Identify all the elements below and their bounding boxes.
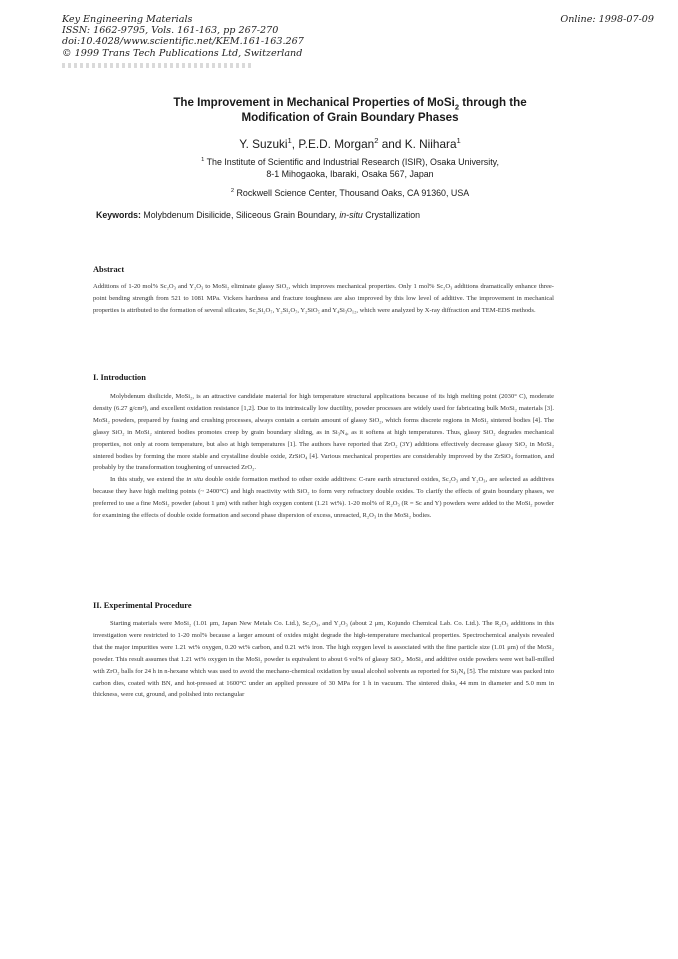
affiliation-2: $^2$ Rockwell Science Center, Thousand Oaks, CA 91360, USA <box>230 188 470 198</box>
journal-header <box>62 14 304 59</box>
title-line-2: Modification of Grain Boundary Phases <box>241 110 459 124</box>
scan-artifact <box>62 63 252 68</box>
abstract-body: Additions of 1-20 mol% Sc₂O₃ and Y₂O₃ to MoSi₂ eliminate glassy SiO₂, which improves mechanical properties. Only 1 mol% Sc₂O₃ additions dramatically enhance three-point bending strength from 521 to 1081 MPa. Vickers hardness and fracture toughness are also improved by this low level of additive. The improvement in mechanical properties is attributed to the formation of several silicates, Sc₂Si₂O₇, Y₂Si₂O₇, Y₂SiO₅ and Y₄Si₃O₁₂, which were analyzed by X-ray diffraction and TEM-EDS methods. <box>93 283 554 314</box>
abstract-heading: Abstract <box>93 265 125 274</box>
author-niihara: and K. Niihara <box>378 137 457 151</box>
keywords: Keywords: Molybdenum Disilicide, Siliceous Grain Boundary, in-situ Crystallization <box>96 210 420 220</box>
online-date: Online: 1998-07-09 <box>560 14 654 25</box>
author-morgan: , P.E.D. Morgan <box>291 137 375 151</box>
keywords-label: Keywords: <box>96 210 141 220</box>
affiliation-1: $^1$ The Institute of Scientific and Industrial Research (ISIR), Osaka University, 8-1 Mihogaoka, Ibaraki, Osaka 567, Japan <box>201 157 499 179</box>
author-suzuki: Y. Suzuki <box>239 137 288 151</box>
introduction-paragraph-2: In this study, we extend the in situ double oxide formation method to other oxide additives: C-rare earth structured oxides, Sc₂O₃ and Y₂O₃, are selected as additives because they have high melting points (~ 2400°C) and high reactivity with SiO₂ to form very refractory double oxides. To clarify the effects of grain boundary phases, we preferred to use a fine MoSi₂ powder (about 1 μm) with rather high oxygen content (1.21 wt%). 1-20 mol% of R₂O₃ (R = Sc and Y) powders were added to the MoSi₂ powder for examining the effects of double oxide formation and second phase dispersion of excess, unreacted, R₂O₃ in the MoSi₂ bodies. <box>93 476 554 520</box>
copyright-line: © 1999 Trans Tech Publications Ltd, Switzerland <box>62 47 303 59</box>
doi-line[interactable]: doi:10.4028/www.scientific.net/KEM.161-163.267 <box>62 36 304 48</box>
title-line-1: The Improvement in Mechanical Properties of MoSi$_2$ through the <box>173 96 527 112</box>
introduction-paragraph-1: Molybdenum disilicide, MoSi₂, is an attractive candidate material for high temperature structural applications because of its high melting point (2030° C), moderate density (6.27 g/cm³), and excellent oxidation resistance [1,2]. Due to its intrinsically low ductility, powder processes are widely used for fabricating bulk MoSi₂ materials [3]. MoSi₂ powders, prepared by fusing and crushing processes, always contain a certain amount of glassy SiO₂, which forms discrete regions in MoSi₂ sintered bodies [4]. The glassy SiO₂ in MoSi₂ sintered bodies promotes creep by grain boundary sliding, as in Si₃N₄, as it softens at high temperatures. Thus, glassy SiO₂ degrades mechanical properties, not only at room temperature, but also at high temperatures [1]. The authors have reported that ZrO₂ (3Y) additions effectively decrease glassy SiO₂ in MoSi₂ sintered bodies by forming the more stable and crystalline double oxide, ZrSiO₄ [4]. Various mechanical properties are considerably improved by the ZrSiO₄ formation, and probably by the transformation toughening of unreacted ZrO₂. <box>93 393 554 472</box>
issn-line: ISSN: 1662-9795, Vols. 161-163, pp 267-270 <box>62 25 279 37</box>
author-list: Y. Suzuki$^1$, P.E.D. Morgan$^2$ and K. Niihara$^1$ <box>239 136 461 151</box>
experimental-heading: II. Experimental Procedure <box>93 601 192 610</box>
paper-title <box>60 96 640 125</box>
experimental-body <box>93 618 554 701</box>
introduction-heading: I. Introduction <box>93 373 146 382</box>
experimental-paragraph-1: Starting materials were MoSi₂ (1.01 μm, Japan New Metals Co. Ltd.), Sc₂O₃, and Y₂O₃ (about 2 μm, Kojundo Chemical Lab. Co. Ltd.). The R₂O₃ additions in this investigation were restricted to 1-20 mol% because a larger amount of oxides might degrade the high-temperature mechanical properties. Spectrochemical analysis revealed that the major impurities were 1.21 wt% oxygen, 0.20 wt% carbon, and 0.21 wt% iron. The high oxygen level is associated with the fine particle size (1.01 μm) of the MoSi₂ powder. This result assumes that 1.21 wt% oxygen in the MoSi₂ powder is equivalent to about 6 vol% of glassy SiO₂. MoSi₂ and additive oxide powders were wet ball-milled with ZrO₂ balls for 24 h in n-hexane which was used to avoid the mechano-chemical oxidation by usual alcohol solvents as reported for Si₃N₄ [5]. The mixture was packed into carbon dies, coated with BN, and hot-pressed at 1600°C under an applied pressure of 30 MPa for 1 h in vacuum. The sintered disks, 44 mm in diameter and 5.0 mm in thickness, were cut, ground, and polished into rectangular <box>93 620 554 699</box>
journal-name: Key Engineering Materials <box>62 14 193 25</box>
introduction-body <box>93 391 554 522</box>
